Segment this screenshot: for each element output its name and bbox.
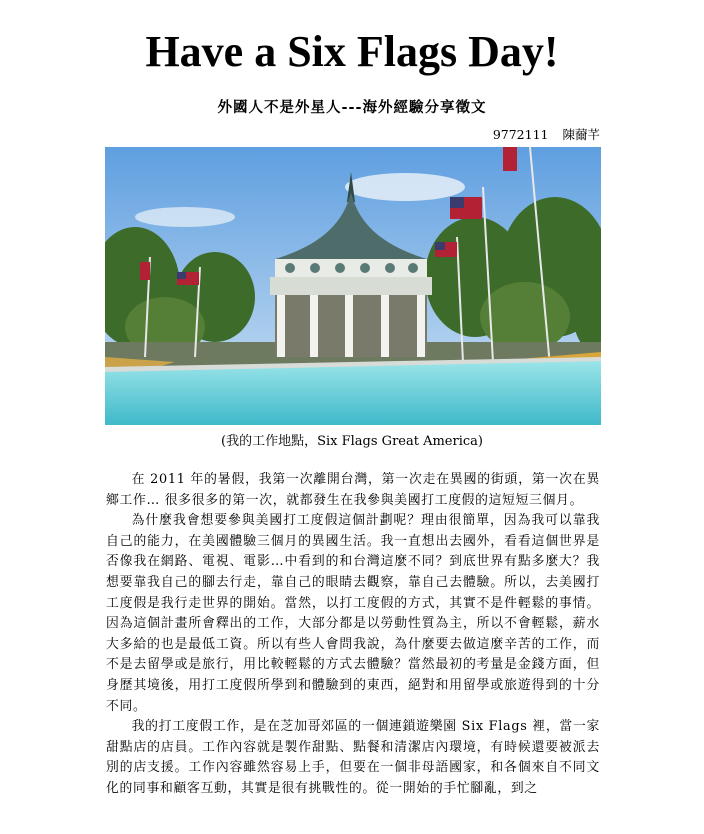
carousel-photo — [105, 147, 601, 425]
author-id: 9772111 — [492, 127, 549, 142]
paragraph: 為什麼我會想要參與美國打工度假這個計劃呢？理由很簡單，因為我可以靠我自己的能力，在美國體驗三個月的異國生活。我一直想出去國外，看看這個世界是否像我在網路、電視、電影…中看到的和台灣這麼不同？到底世界有點多麼大？我想要靠我自己的腳去行走，靠自己的眼睛去觀察，靠自己去體驗。所以，去美國打工度假是我行走世界的開始。當然，以打工度假的方式，其實不是件輕鬆的事情。因為這個計畫所會釋出的工作，大部分都是以勞動性質為主，所以不會輕鬆，薪水大多給的也是最低工資。所以有些人會問我說，為什麼要去做這麼辛苦的工作，而不是去留學或是旅行，用比較輕鬆的方式去體驗？當然最初的考量是金錢方面，但身歷其境後，用打工度假所學到和體驗到的東西，絕對和用留學或旅遊得到的十分不同。 — [106, 513, 600, 714]
document-title: Have a Six Flags Day! — [145, 27, 559, 76]
document-subtitle: 外國人不是外星人---海外經驗分享徵文 — [217, 99, 487, 116]
author-line — [493, 125, 600, 143]
body-text — [106, 470, 600, 800]
paragraph: 我的打工度假工作，是在芝加哥郊區的一個連鎖遊樂園 Six Flags 裡，當一家甜點店的店員。工作內容就是製作甜點、點餐和清潔店內環境，有時候還要被派去別的店支援。工作內容雖然容易上手，但要在一個非母語國家，和各個來自不同文化的同事和顧客互動，其實是很有挑戰性的。從一開始的手忙腳亂，到之 — [106, 719, 600, 796]
paragraph: 在 2011 年的暑假，我第一次離開台灣，第一次走在異國的街頭，第一次在異鄉工作… 很多很多的第一次，就都發生在我參與美國打工度假的這短短三個月。 — [106, 472, 600, 508]
photo-caption: (我的工作地點，Six Flags Great America) — [221, 434, 483, 449]
author-name: 陳薾芊 — [562, 127, 600, 142]
